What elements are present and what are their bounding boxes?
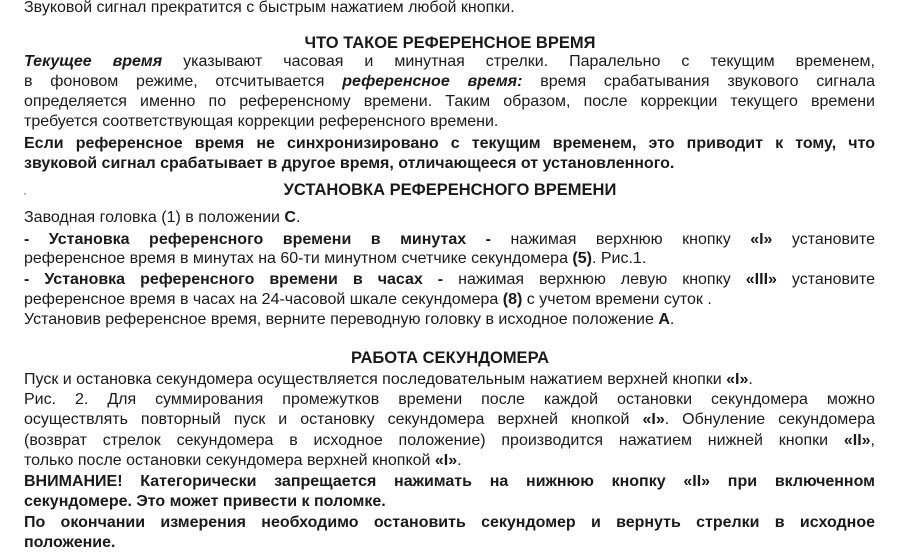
- text-span: нажимая верхнюю левую кнопку: [443, 271, 746, 288]
- step-line: [24, 270, 875, 290]
- paragraph-line: [24, 72, 875, 92]
- text-span: референсное время в минутах на 60-ти минутном счетчике секундомера: [24, 250, 573, 267]
- text-span: .: [295, 209, 301, 226]
- caution-text: положение.: [24, 534, 116, 551]
- text-span: определяется именно по референсному времени. Таким образом, после коррекции текущего времени: [24, 93, 875, 110]
- text-span: с учетом времени суток .: [522, 291, 712, 308]
- text-span: .: [748, 371, 753, 388]
- step-line: [24, 290, 875, 310]
- button-label-ii: «II»: [843, 432, 871, 449]
- position-a: А: [658, 311, 670, 328]
- heading-set-reference-time: УСТАНОВКА РЕФЕРЕНСНОГО ВРЕМЕНИ: [283, 181, 617, 199]
- text-span: указывают часовая и минутная стрелки. Паралельно с текущим временем,: [162, 53, 876, 70]
- ref-8: (8): [502, 291, 523, 308]
- caution-text: секундомере. Это может привести к поломке.: [24, 493, 386, 510]
- paragraph-line: [24, 52, 875, 72]
- caution-line: [24, 513, 875, 533]
- text-span: . Рис.1.: [591, 250, 647, 267]
- warning-line: [24, 134, 875, 154]
- button-label-i: «I»: [750, 231, 773, 248]
- step-line: [24, 310, 875, 330]
- text-span: только после остановки секундомера верхней кнопкой: [24, 452, 435, 469]
- text-span: требуется соответствующая коррекции референсного времени.: [24, 113, 499, 130]
- step-title-minutes: - Установка референсного времени в минутах -: [24, 231, 491, 248]
- button-label-i: «I»: [726, 371, 749, 388]
- warning-text: Если референсное время не синхронизировано с текущим временем, это приводит к тому, что: [24, 135, 875, 152]
- step-line: [24, 249, 875, 269]
- text-span: время срабатывания звукового сигнала: [522, 73, 876, 90]
- text-span: осуществлять повторный пуск и остановку секундомера верхней кнопкой: [24, 411, 643, 428]
- step-line: [24, 208, 875, 228]
- intro-line: [24, 0, 875, 18]
- caution-line: [24, 492, 875, 512]
- position-c: С: [284, 209, 296, 226]
- body-line: [24, 410, 875, 430]
- caution-line: [24, 533, 875, 553]
- text-span: референсное время в часах на 24-часовой шкале секундомера: [24, 291, 503, 308]
- text-span: Пуск и остановка секундомера осуществляется последовательным нажатием верхней кнопки: [24, 371, 727, 388]
- text-span: нажимая верхнюю кнопку: [490, 231, 751, 248]
- text-span: .: [669, 311, 675, 328]
- text-span: .: [457, 452, 462, 469]
- body-line: [24, 451, 875, 471]
- text-span: Рис. 2. Для суммирования промежутков времени после каждой остановки секундомера можно: [24, 391, 875, 408]
- caution-text: По окончании измерения необходимо остановить секундомер и вернуть стрелки в исходное: [24, 514, 875, 531]
- button-label-i: «I»: [434, 452, 458, 469]
- body-line: [24, 370, 875, 390]
- ref-5: (5): [572, 250, 592, 267]
- stray-mark: ʼ: [24, 192, 26, 202]
- caution-line: [24, 472, 875, 492]
- text-span: Установив референсное время, верните переводную головку в исходное положение: [24, 311, 659, 328]
- button-label-iii: «III»: [745, 271, 777, 288]
- caution-text: ВНИМАНИЕ! Категорически запрещается нажимать на нижнюю кнопку «II» при включенном: [24, 473, 875, 490]
- button-label-i: «I»: [642, 411, 665, 428]
- paragraph-line: [24, 92, 875, 112]
- text-span: установите: [772, 231, 876, 248]
- term-current-time: Текущее время: [24, 53, 163, 70]
- text-span: установите: [776, 271, 876, 288]
- step-line: [24, 230, 875, 250]
- body-line: [24, 390, 875, 410]
- heading-reference-time: ЧТО ТАКОЕ РЕФЕРЕНСНОЕ ВРЕМЯ: [304, 34, 596, 52]
- heading-stopwatch: РАБОТА СЕКУНДОМЕРА: [350, 349, 550, 367]
- text-span: ,: [870, 432, 875, 449]
- text-span: (возврат стрелок секундомера в исходное положение) производится нажатием нижней кнопки: [24, 432, 844, 449]
- text-span: Заводная головка (1) в положении: [24, 209, 285, 226]
- paragraph-line: [24, 112, 875, 132]
- warning-text: звуковой сигнал срабатывает в другое время, отличающееся от установленного.: [24, 155, 675, 172]
- step-title-hours: - Установка референсного времени в часах -: [24, 271, 444, 288]
- text-span: . Обнуление секундомера: [664, 411, 876, 428]
- body-line: [24, 431, 875, 451]
- intro-text: Звуковой сигнал прекратится с быстрым нажатием любой кнопки.: [24, 0, 515, 16]
- text-span: в фоновом режиме, отсчитывается: [24, 73, 343, 90]
- term-reference-time: референсное время:: [342, 73, 523, 90]
- warning-line: [24, 154, 875, 174]
